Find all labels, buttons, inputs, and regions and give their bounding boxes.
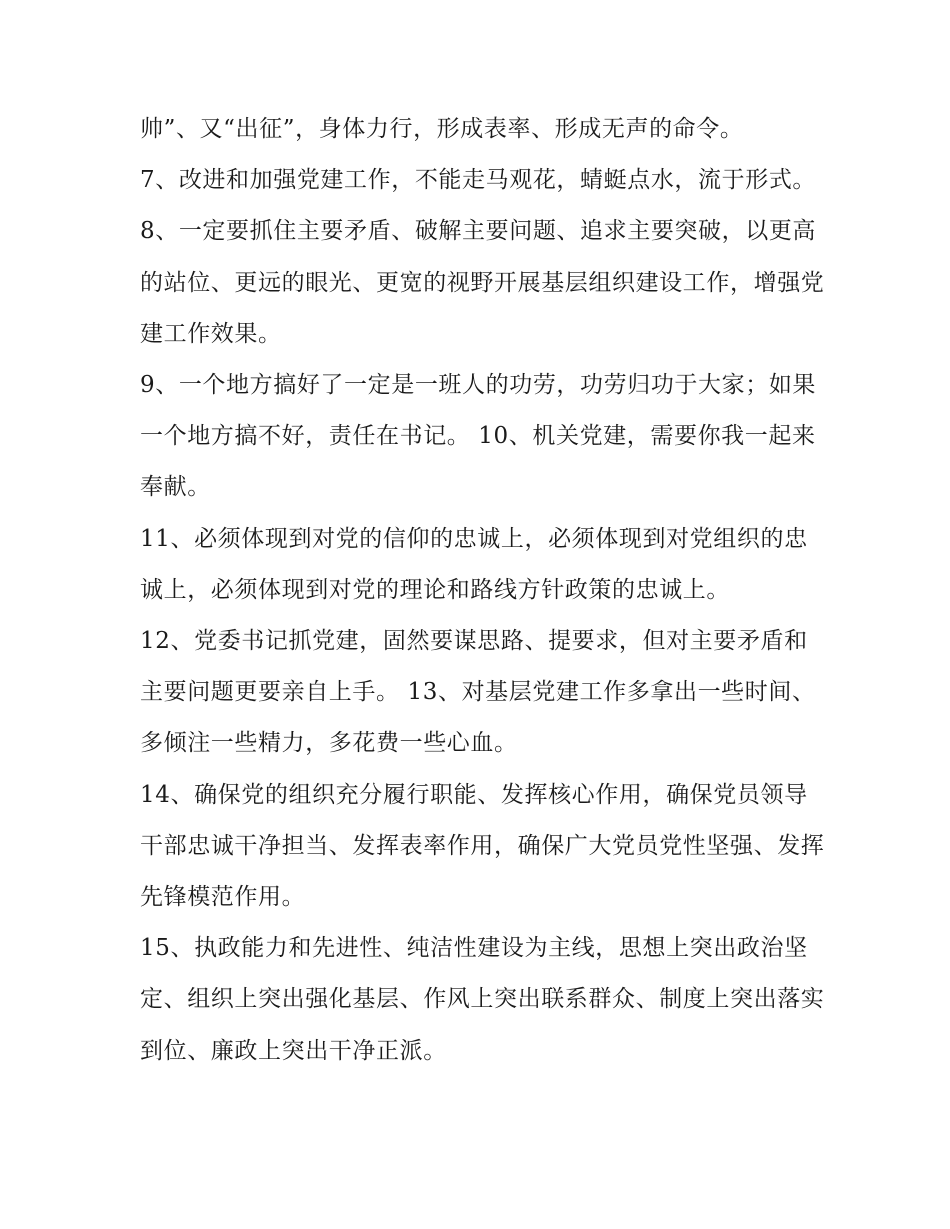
- paragraph-item-11: 11、必须体现到对党的信仰的忠诚上，必须体现到对党组织的忠诚上，必须体现到对党的理论和路线方针政策的忠诚上。: [140, 525, 808, 603]
- paragraph-item-8: 8、一定要抓住主要矛盾、破解主要问题、追求主要突破，以更高的站位、更远的眼光、更宽的视野开展基层组织建设工作，增强党建工作效果。: [140, 218, 825, 347]
- paragraph-item-14: 14、确保党的组织充分履行职能、发挥核心作用，确保党员领导干部忠诚干净担当、发挥表率作用，确保广大党员党性坚强、发挥先锋模范作用。: [140, 781, 825, 911]
- paragraph-item-15: 15、执政能力和先进性、纯洁性建设为主线，思想上突出政治坚定、组织上突出强化基层、作风上突出联系群众、制度上突出落实到位、廉政上突出干净正派。: [140, 935, 825, 1064]
- paragraph-item-7: 7、改进和加强党建工作，不能走马观花，蜻蜓点水，流于形式。: [140, 167, 817, 194]
- paragraph-item-9-10: 9、一个地方搞好了一定是一班人的功劳，功劳归功于大家；如果一个地方搞不好，责任在书记。 10、机关党建，需要你我一起来奉献。: [140, 372, 817, 501]
- paragraph-continuation: 帅”、又“出征”，身体力行，形成表率、形成无声的命令。: [140, 116, 744, 142]
- document-body: [140, 104, 830, 1077]
- paragraph-item-12-13: 12、党委书记抓党建，固然要谋思路、提要求，但对主要矛盾和主要问题更要亲自上手。 13、对基层党建工作多拿出一些时间、多倾注一些精力，多花费一些心血。: [140, 628, 816, 757]
